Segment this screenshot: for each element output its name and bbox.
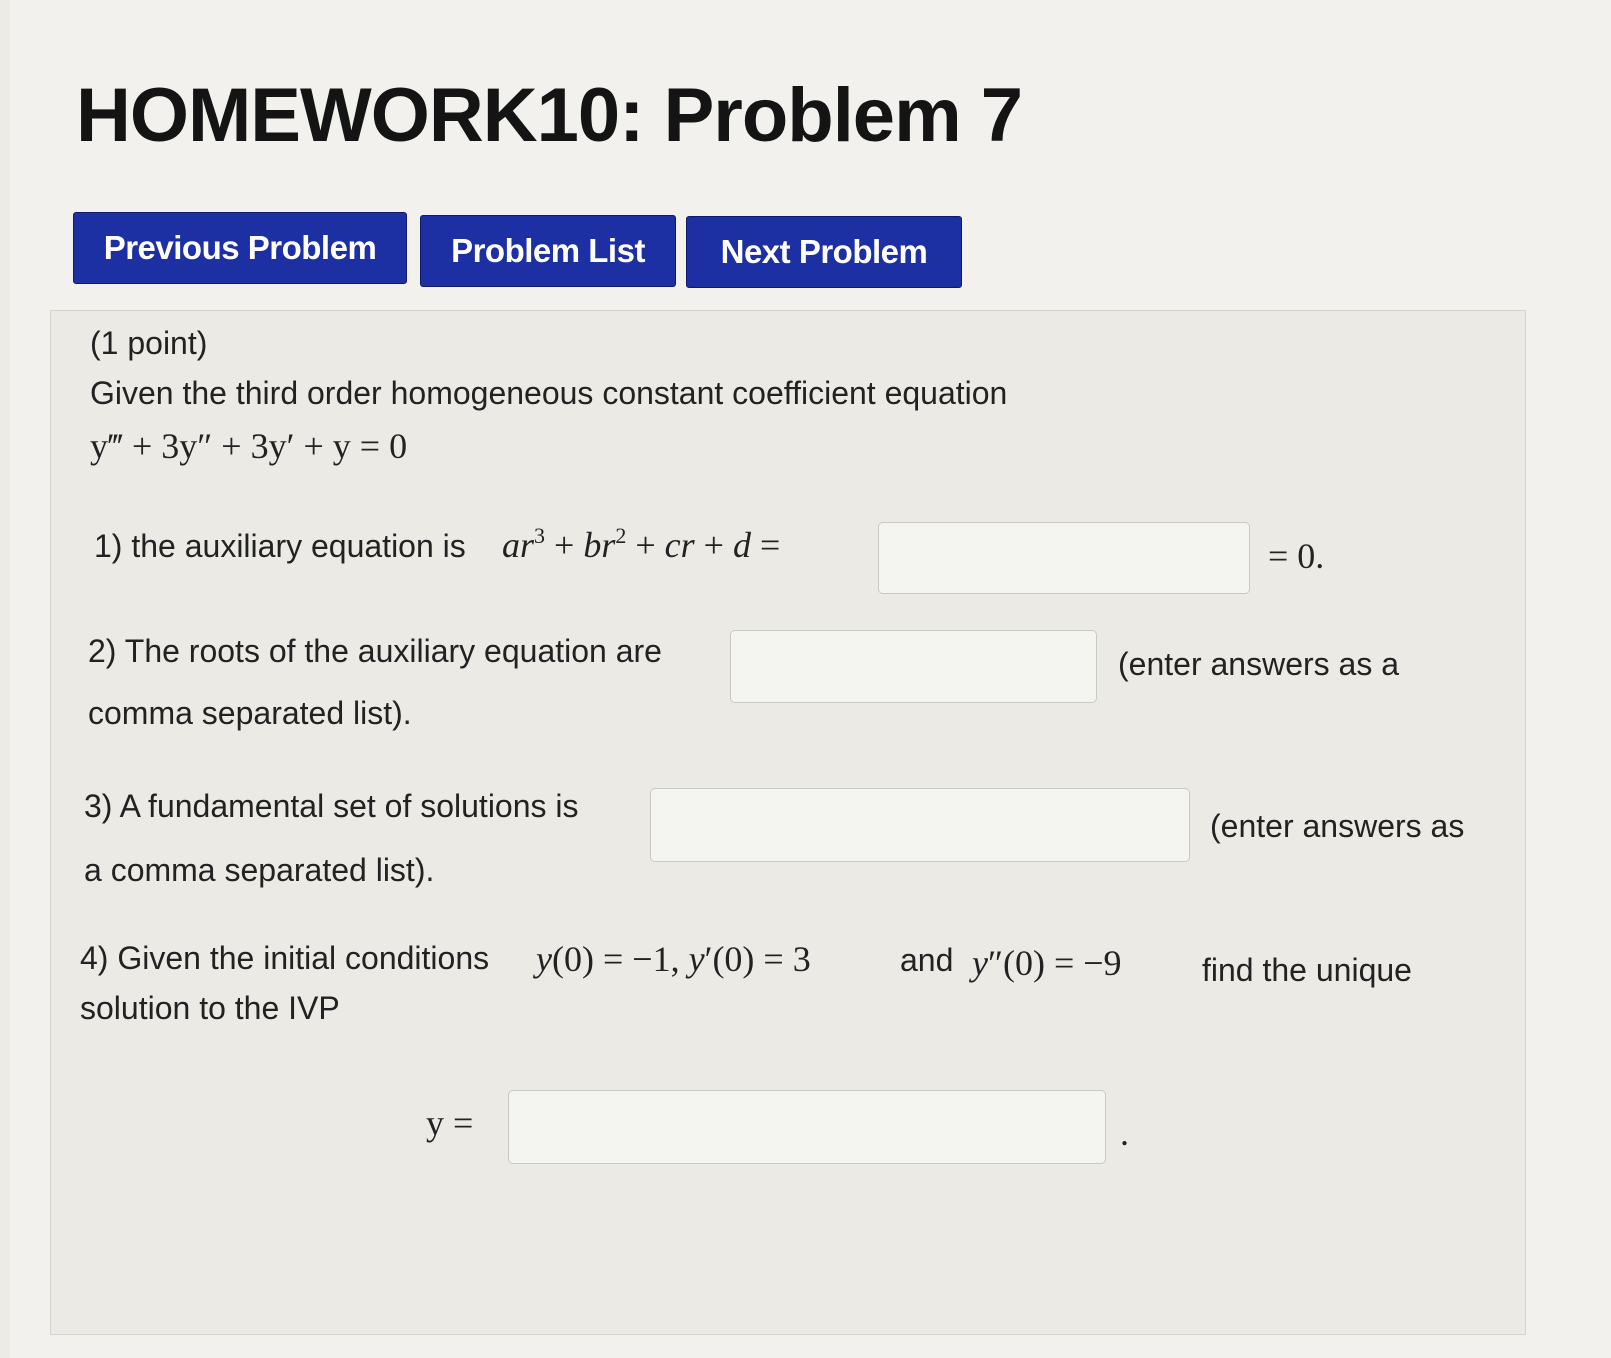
problem-intro: Given the third order homogeneous constant coefficient equation bbox=[90, 375, 1008, 411]
part3-hint-continued: a comma separated list). bbox=[84, 852, 435, 888]
part4-tail: find the unique bbox=[1202, 952, 1412, 988]
problem-list-button[interactable]: Problem List bbox=[420, 215, 676, 287]
fundamental-set-input[interactable] bbox=[650, 788, 1190, 862]
previous-problem-button[interactable]: Previous Problem bbox=[73, 212, 407, 284]
auxiliary-polynomial: $ar^3 + br^2$ + cr + d = bbox=[502, 523, 781, 565]
part4-label: 4) Given the initial conditions bbox=[80, 940, 490, 976]
y-equals-label: y = bbox=[426, 1103, 474, 1143]
points-label: (1 point) bbox=[90, 325, 208, 361]
part2-hint-continued: comma separated list). bbox=[88, 695, 412, 731]
part4-and: and bbox=[900, 942, 954, 978]
part3-hint: (enter answers as bbox=[1210, 808, 1465, 844]
part4-line2: solution to the IVP bbox=[80, 990, 340, 1026]
initial-condition-1: y(0) = −1, y′(0) = 3 bbox=[536, 939, 811, 979]
page-title: HOMEWORK10: Problem 7 bbox=[76, 73, 1023, 158]
next-problem-button[interactable]: Next Problem bbox=[686, 216, 962, 288]
trailing-period: . bbox=[1120, 1113, 1129, 1153]
page bbox=[10, 0, 1611, 1358]
ivp-solution-input[interactable] bbox=[508, 1090, 1106, 1164]
part3-label: 3) A fundamental set of solutions is bbox=[84, 788, 579, 824]
part1-equals-zero: = 0. bbox=[1268, 536, 1325, 576]
part1-label: 1) the auxiliary equation is bbox=[94, 528, 466, 564]
roots-input[interactable] bbox=[730, 630, 1097, 703]
initial-condition-2: y″(0) = −9 bbox=[972, 943, 1122, 983]
auxiliary-equation-input[interactable] bbox=[878, 522, 1250, 594]
part2-hint: (enter answers as a bbox=[1118, 646, 1400, 682]
part2-label: 2) The roots of the auxiliary equation are bbox=[88, 633, 662, 669]
differential-equation: y‴ + 3y″ + 3y′ + y = 0 bbox=[90, 426, 408, 466]
